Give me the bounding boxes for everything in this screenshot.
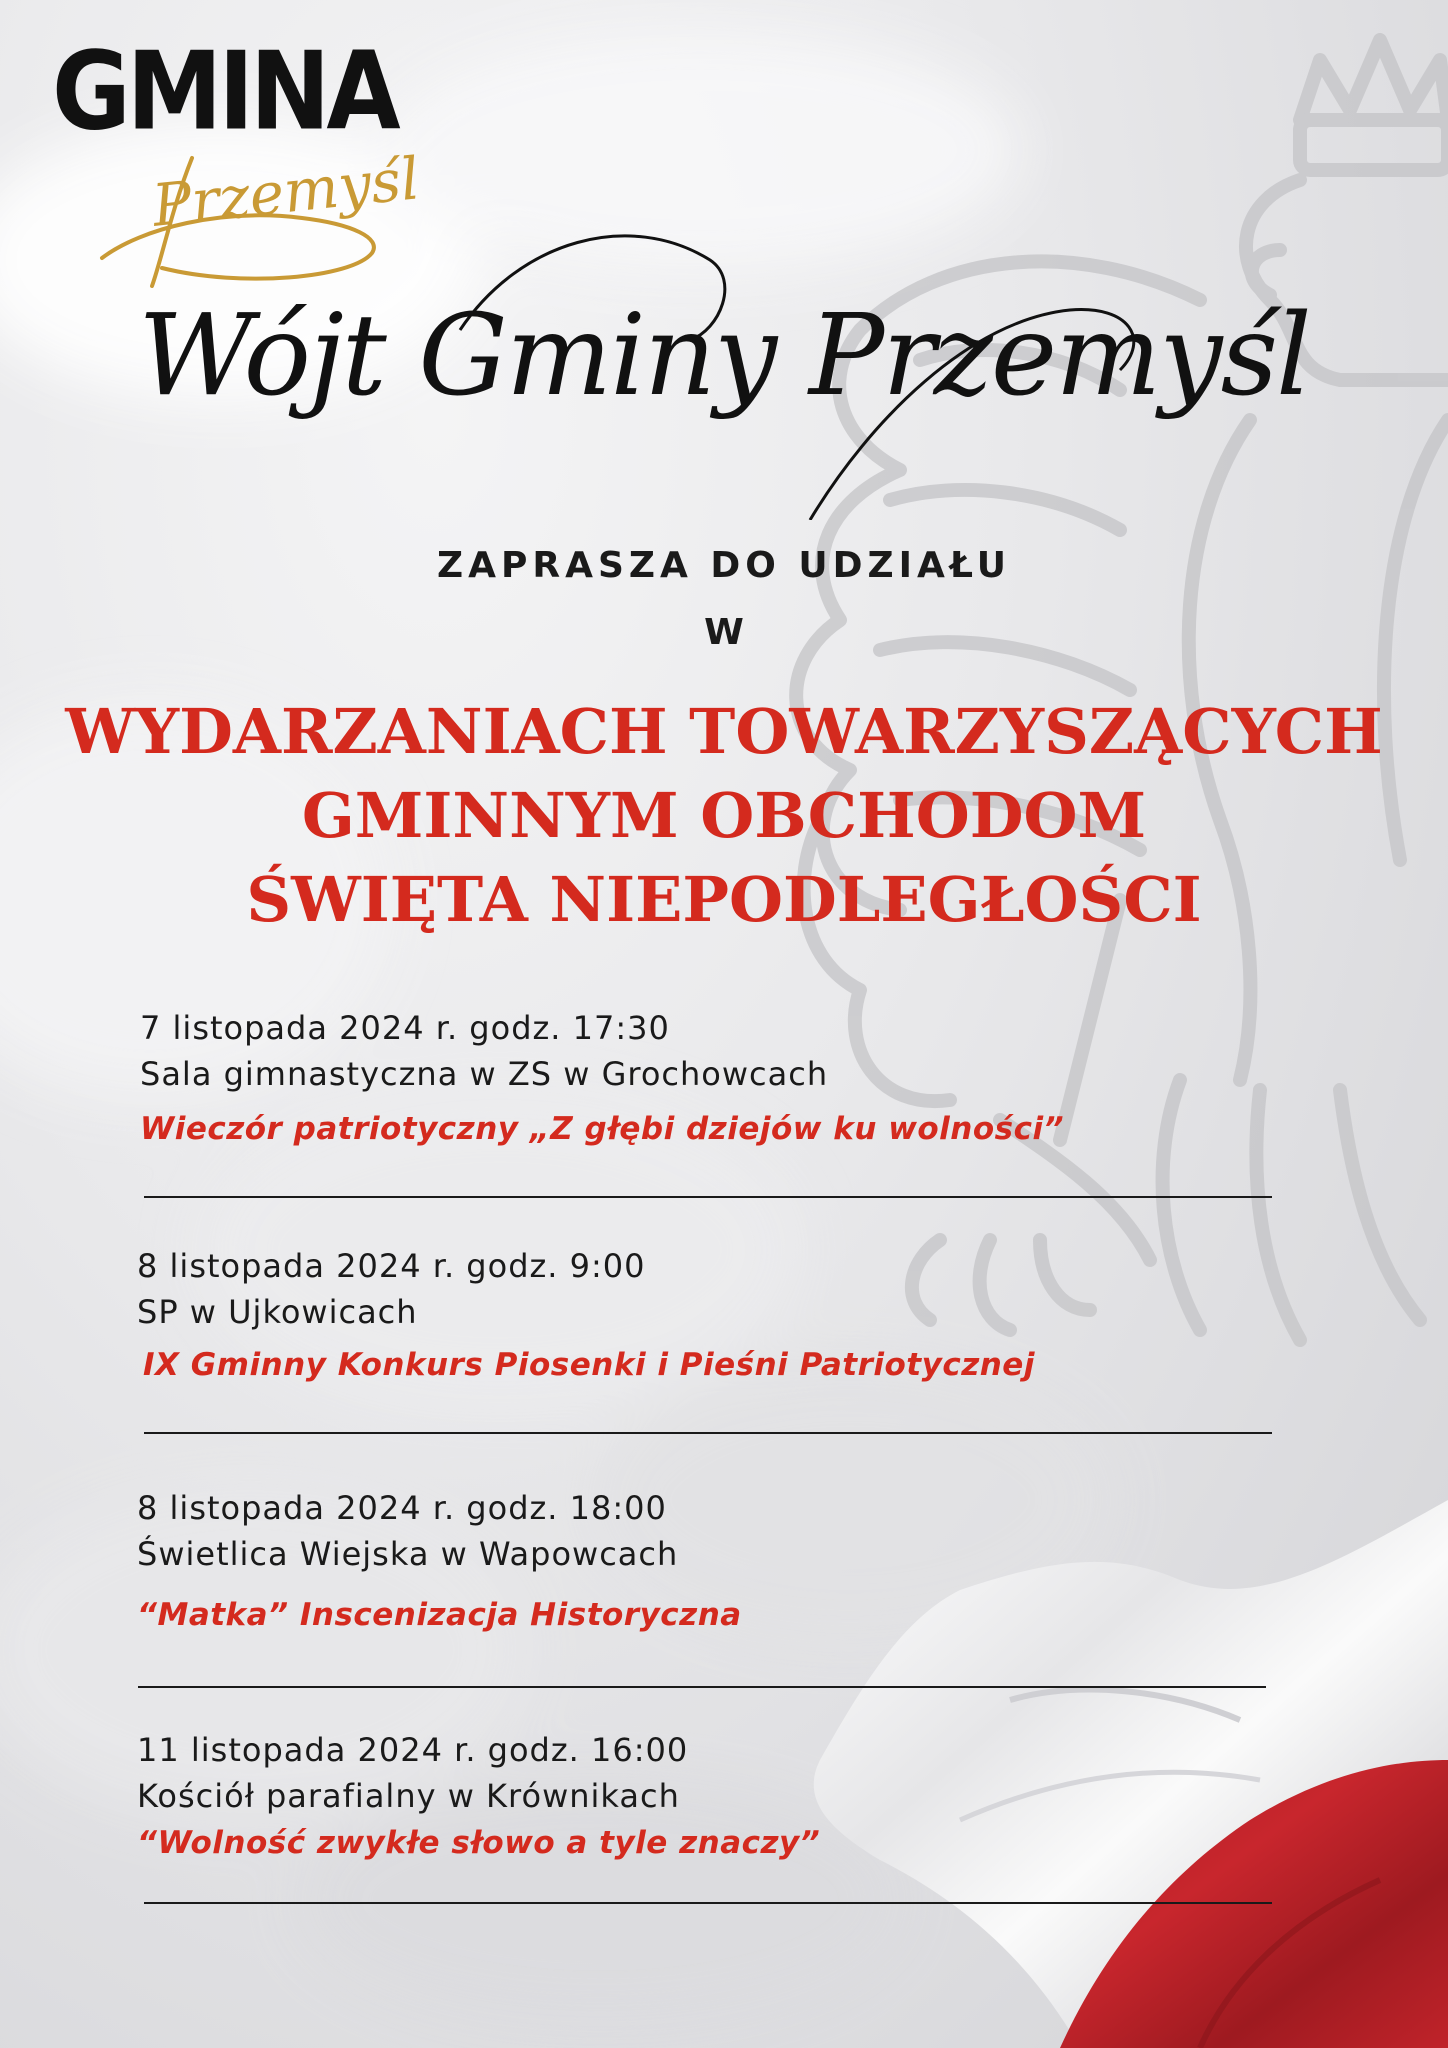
event-title: “Matka” Inscenizacja Historyczna xyxy=(137,1597,742,1633)
event-item xyxy=(137,1727,1267,1861)
event-title: IX Gminny Konkurs Piosenki i Pieśni Patriotycznej xyxy=(143,1347,1035,1383)
event-divider xyxy=(138,1686,1266,1688)
headline-line-2: GMINNYM OBCHODOM xyxy=(301,779,1147,852)
event-divider xyxy=(144,1902,1272,1904)
event-date: 11 listopada 2024 r. godz. 16:00 xyxy=(137,1731,689,1769)
event-date: 7 listopada 2024 r. godz. 17:30 xyxy=(140,1009,670,1047)
invite-w: W xyxy=(704,612,744,653)
event-place: Sala gimnastyczna w ZS w Grochowcach xyxy=(140,1055,829,1093)
event-item xyxy=(137,1243,1267,1383)
invite-line: ZAPRASZA DO UDZIAŁU xyxy=(437,545,1011,586)
logo-word: GMINA xyxy=(52,29,397,155)
event-date: 8 listopada 2024 r. godz. 9:00 xyxy=(137,1247,646,1285)
headline-line-3: ŚWIĘTA NIEPODLEGŁOŚCI xyxy=(246,863,1202,936)
headline-line-1: WYDARZANIACH TOWARZYSZĄCYCH xyxy=(65,695,1383,768)
event-divider xyxy=(144,1196,1272,1198)
event-title: “Wolność zwykłe słowo a tyle znaczy” xyxy=(137,1825,821,1861)
page-title: Wójt Gminy Przemyśl xyxy=(138,291,1310,421)
event-title: Wieczór patriotyczny „Z głębi dziejów ku wolności” xyxy=(140,1111,1065,1147)
event-place: Świetlica Wiejska w Wapowcach xyxy=(137,1535,679,1573)
logo-script: Przemyśl xyxy=(149,144,423,240)
event-item xyxy=(137,1485,1267,1633)
event-date: 8 listopada 2024 r. godz. 18:00 xyxy=(137,1489,667,1527)
event-place: SP w Ujkowicach xyxy=(137,1293,418,1331)
event-divider xyxy=(144,1432,1272,1434)
event-place: Kościół parafialny w Krównikach xyxy=(137,1777,680,1815)
event-item xyxy=(140,1005,1270,1147)
